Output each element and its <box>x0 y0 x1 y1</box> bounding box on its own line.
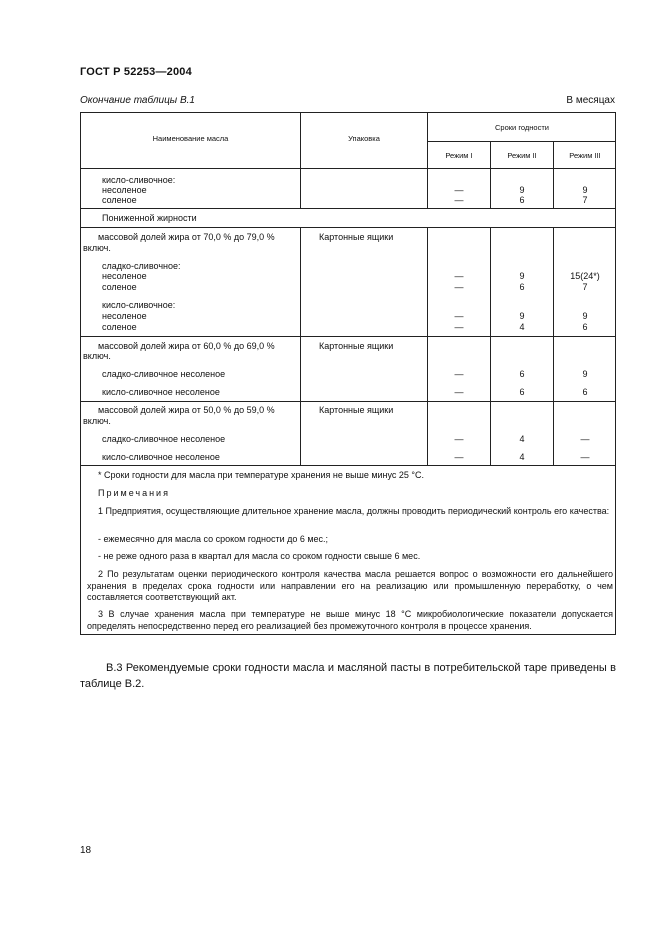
value-cell: 9 <box>519 185 525 195</box>
value-cell: 4 <box>519 322 525 332</box>
row-rule <box>81 336 616 337</box>
product-variant: соленое <box>102 195 137 205</box>
value-cell: 7 <box>582 282 588 292</box>
col-header-name: Наименование масла <box>152 134 229 143</box>
note-3: 3 В случае хранения масла при температуре не выше минус 18 °С микробиологические показатели допускается определять непосредственно перед его реализацией без промежуточного контроля в процессе хранения. <box>87 609 613 631</box>
group-title-cont: включ. <box>83 243 111 253</box>
group-title: массовой долей жира от 50,0 % до 59,0 % <box>98 405 275 415</box>
value-cell: 9 <box>582 185 588 195</box>
value-cell: 6 <box>519 282 525 292</box>
group-title: массовой долей жира от 70,0 % до 79,0 % <box>98 232 275 242</box>
note-2: 2 По результатам оценки периодического контроля качества масла решается вопрос о возможности его дальнейшего хранения в пределах срока годности или направлении его на реализацию или промышленную переработку, о чем составляется соответствующий акт. <box>87 569 613 602</box>
row-rule <box>81 401 616 402</box>
value-cell: — <box>454 282 464 292</box>
value-cell: — <box>454 452 464 462</box>
table-caption: Окончание таблицы В.1 <box>80 95 195 106</box>
product-variant: несоленое <box>102 311 147 321</box>
value-cell: 15(24*) <box>570 271 600 281</box>
product-variant: несоленое <box>102 185 147 195</box>
col-header-packaging: Упаковка <box>348 134 380 143</box>
product-name: кисло-сливочное несоленое <box>102 387 220 397</box>
value-cell: 4 <box>519 452 525 462</box>
product-name: сладко-сливочное: <box>102 261 181 271</box>
col-rule <box>300 113 301 208</box>
group-title-cont: включ. <box>83 351 111 361</box>
value-cell: — <box>454 271 464 281</box>
value-cell: 9 <box>519 271 525 281</box>
product-variant: соленое <box>102 322 137 332</box>
col-rule <box>300 227 301 465</box>
header-subrule <box>427 141 616 142</box>
shelf-life-table <box>80 112 616 635</box>
product-name: сладко-сливочное несоленое <box>102 434 226 444</box>
value-cell: 7 <box>582 195 588 205</box>
col-rule <box>427 227 428 465</box>
units-label: В месяцах <box>566 95 615 106</box>
col-rule <box>490 227 491 465</box>
note-1: 1 Предприятия, осуществляющие длительное хранение масла, должны проводить периодический контроль его качества: <box>98 506 610 516</box>
row-rule <box>81 208 616 209</box>
value-cell: 6 <box>582 322 588 332</box>
product-name: кисло-сливочное: <box>102 300 176 310</box>
value-cell: 6 <box>519 369 525 379</box>
value-cell: — <box>580 452 590 462</box>
product-name: сладко-сливочное несоленое <box>102 369 226 379</box>
row-rule <box>81 465 616 466</box>
body-paragraph: В.3 Рекомендуемые сроки годности масла и масляной пасты в потребительской таре приведены в таблице В.2. <box>80 662 616 690</box>
page-number: 18 <box>80 845 92 856</box>
product-variant: несоленое <box>102 271 147 281</box>
col-rule <box>553 227 554 465</box>
row-rule <box>81 227 616 228</box>
col-header-mode-1: Режим I <box>445 151 473 160</box>
col-header-mode-2: Режим II <box>507 151 537 160</box>
col-header-mode-3: Режим III <box>569 151 601 160</box>
group-title: массовой долей жира от 60,0 % до 69,0 % <box>98 341 275 351</box>
product-variant: соленое <box>102 282 137 292</box>
section-heading: Пониженной жирности <box>102 213 197 223</box>
col-header-shelf-life: Сроки годности <box>495 123 549 132</box>
value-cell: 6 <box>519 195 525 205</box>
value-cell: — <box>454 311 464 321</box>
packaging-cell: Картонные ящики <box>319 405 394 415</box>
value-cell: — <box>454 195 464 205</box>
group-title-cont: включ. <box>83 416 111 426</box>
document-code: ГОСТ Р 52253—2004 <box>80 66 192 78</box>
value-cell: 6 <box>519 387 525 397</box>
value-cell: 9 <box>582 369 588 379</box>
packaging-cell: Картонные ящики <box>319 341 394 351</box>
value-cell: — <box>454 322 464 332</box>
note-1-item: - ежемесячно для масла со сроком годности до 6 мес.; <box>98 534 329 544</box>
packaging-cell: Картонные ящики <box>319 232 394 242</box>
value-cell: — <box>454 185 464 195</box>
value-cell: 9 <box>582 311 588 321</box>
value-cell: 4 <box>519 434 525 444</box>
note-1-item: - не реже одного раза в квартал для масла со сроком годности свыше 6 мес. <box>98 551 421 561</box>
value-cell: 9 <box>519 311 525 321</box>
product-name: кисло-сливочное несоленое <box>102 452 220 462</box>
notes-title: Примечания <box>98 488 170 498</box>
value-cell: — <box>454 387 464 397</box>
product-name: кисло-сливочное: <box>102 175 176 185</box>
value-cell: — <box>454 434 464 444</box>
value-cell: — <box>580 434 590 444</box>
table-footnote: * Сроки годности для масла при температуре хранения не выше минус 25 °С. <box>98 470 425 480</box>
header-bottom-rule <box>81 168 616 169</box>
value-cell: — <box>454 369 464 379</box>
value-cell: 6 <box>582 387 588 397</box>
